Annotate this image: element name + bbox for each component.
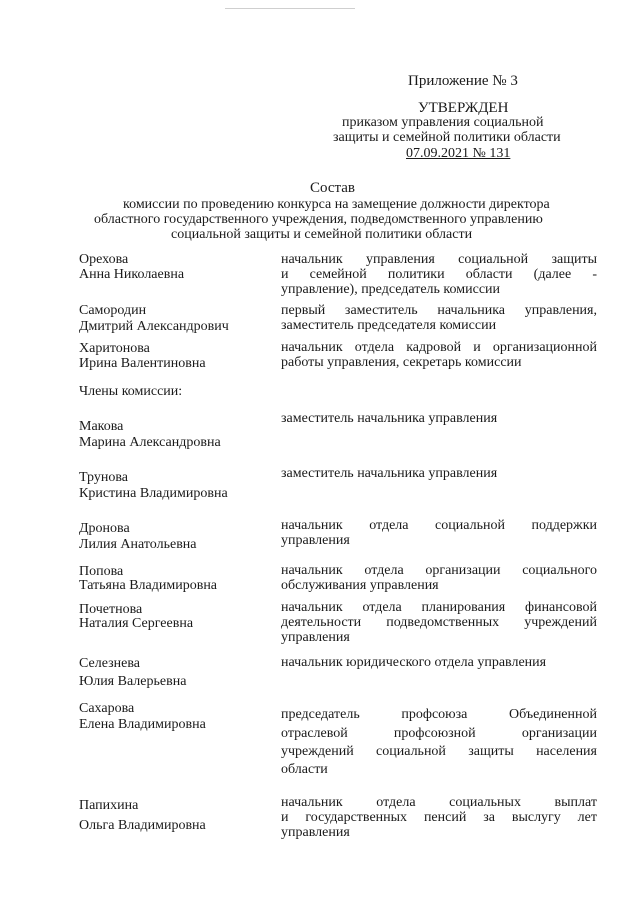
person-role-line: управления [281,630,350,645]
person-given-name: Татьяна Владимировна [79,578,218,593]
person-surname: Попова [79,564,124,579]
person-role-line: заместитель начальника управления [281,411,498,426]
person-surname: Селезнева [79,656,140,671]
person-given-name: Дмитрий Александрович [79,319,229,334]
person-role-line: отраслевой профсоюзной организации [281,726,597,741]
members-heading: Члены комиссии: [79,384,183,399]
scan-artifact-line [225,8,355,9]
person-given-name: Наталия Сергеевна [79,616,194,631]
person-given-name: Марина Александровна [79,435,221,450]
appendix-label: Приложение № 3 [408,73,518,89]
person-role-line: начальник отдела организации социального [281,563,597,578]
person-surname: Сахарова [79,701,135,716]
person-role-line: заместитель председателя комиссии [281,318,497,333]
person-given-name: Анна Николаевна [79,267,185,282]
person-given-name: Ирина Валентиновна [79,356,206,371]
person-role-line: работы управления, секретарь комиссии [281,355,522,370]
person-role-line: управление), председатель комиссии [281,282,501,297]
person-role-line: начальник юридического отдела управления [281,655,547,670]
title-line-1: комиссии по проведению конкурса на замещение должности директора [123,197,550,212]
order-date: 07.09.2021 № 131 [406,146,511,161]
person-role-line: управления [281,533,350,548]
order-line-2: защиты и семейной политики области [333,130,561,145]
person-surname: Дронова [79,521,130,536]
person-role-line: начальник отдела планирования финансовой [281,600,597,615]
person-role-line: управления [281,825,350,840]
person-role-line: начальник управления социальной защиты [281,252,597,267]
title-line-2: областного государственного учреждения, подведомственного управлению [94,212,543,227]
person-role-line: первый заместитель начальника управления, [281,303,597,318]
person-role-line: председатель профсоюза Объединенной [281,707,597,722]
person-role-line: начальник отдела кадровой и организационной [281,340,597,355]
person-given-name: Елена Владимировна [79,717,206,732]
person-surname: Макова [79,419,124,434]
person-given-name: Ольга Владимировна [79,818,206,833]
person-surname: Трунова [79,470,128,485]
approved-label: УТВЕРЖДЕН [418,100,509,116]
person-role-line: и семейной политики области (далее - [281,267,597,282]
person-role-line: учреждений социальной защиты населения [281,744,597,759]
person-role-line: обслуживания управления [281,578,439,593]
title-line-3: социальной защиты и семейной политики области [171,227,473,242]
person-surname: Харитонова [79,341,150,356]
person-surname: Папихина [79,798,139,813]
person-given-name: Кристина Владимировна [79,486,228,501]
person-role-line: области [281,762,328,777]
person-surname: Орехова [79,252,129,267]
person-given-name: Юлия Валерьевна [79,674,187,689]
person-role-line: деятельности подведомственных учреждений [281,615,597,630]
person-role-line: и государственных пенсий за выслугу лет [281,810,597,825]
person-role-line: начальник отдела социальных выплат [281,795,597,810]
person-given-name: Лилия Анатольевна [79,537,197,552]
title-word: Состав [310,180,356,196]
person-surname: Почетнова [79,602,143,617]
order-line-1: приказом управления социальной [342,115,544,130]
person-role-line: заместитель начальника управления [281,466,498,481]
person-role-line: начальник отдела социальной поддержки [281,518,597,533]
person-surname: Самородин [79,303,147,318]
